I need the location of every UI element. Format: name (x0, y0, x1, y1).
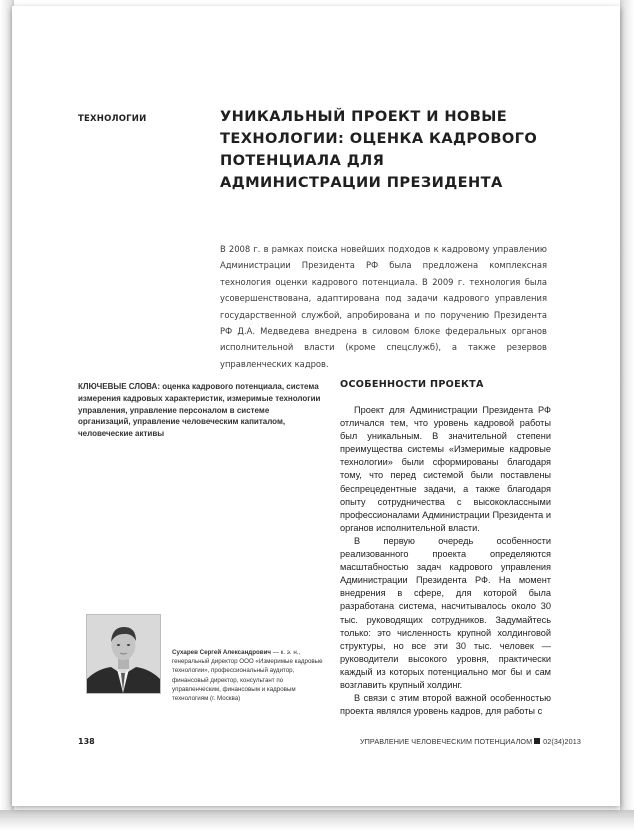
author-photo (86, 614, 161, 694)
square-bullet-icon (534, 738, 540, 744)
author-portrait-icon (87, 615, 160, 693)
section-label: ТЕХНОЛОГИИ (78, 114, 147, 124)
journal-issue: 02(34)2013 (543, 737, 581, 746)
page-number: 138 (78, 737, 95, 746)
journal-name: УПРАВЛЕНИЕ ЧЕЛОВЕЧЕСКИМ ПОТЕНЦИАЛОМ (360, 737, 533, 746)
page-shadow-right (620, 0, 634, 830)
body-paragraph-2: В первую очередь особенности реализованного проекта определяются масштабностью задач кадрового управления Администрации Президента РФ. На момент внедрения в сфере, для которой была разработана система, насчитывалось около 30 тыс. руководящих сотрудников. Задумайтесь только: это численность крупной холдинговой структуры, но все эти 30 тыс. человек — руководители высокого уровня, практически каждый из которых потенциально мог бы и сам возглавить крупный холдинг. (340, 535, 551, 690)
body-paragraph-3: В связи с этим второй важной особенностью проекта являлся уровень кадров, для работы с (340, 693, 551, 717)
author-name: Сухарев Сергей Александрович (172, 649, 271, 656)
journal-footer (360, 737, 581, 746)
page-shadow-bottom (0, 810, 634, 830)
author-bio (172, 648, 324, 703)
lead-paragraph: В 2008 г. в рамках поиска новейших подходов к кадровому управлению Администрации Президента РФ была предложена комплексная технология оценки кадрового потенциала. В 2009 г. технология была усовершенствована, адаптирована под задачи кадрового управления государственной службой, апробирована и по поручению Президента РФ Д.А. Медведева внедрена в силовом блоке федеральных органов исполнительной власти (кроме спецслужб), а также резервов управленческих кадров. (220, 244, 547, 369)
author-details: — к. э. н., генеральный директор ООО «Измеримые кадровые технологии», профессиональный аудитор, финансовый директор, консультант по управленческим, финансовым и кадровым технологиям (г. Москва) (172, 649, 323, 703)
article-title: УНИКАЛЬНЫЙ ПРОЕКТ И НОВЫЕ ТЕХНОЛОГИИ: ОЦЕНКА КАДРОВОГО ПОТЕНЦИАЛА ДЛЯ АДМИНИСТРАЦИИ ПРЕЗИДЕНТА (220, 108, 538, 191)
section-heading: ОСОБЕННОСТИ ПРОЕКТА (340, 379, 484, 390)
body-column (340, 404, 551, 718)
keywords: КЛЮЧЕВЫЕ СЛОВА: оценка кадрового потенциала, система измерения кадровых характеристик, измеримые технологии управления, управление персоналом в системе организаций, управление человеческим капиталом, человеческие активы (78, 382, 321, 439)
body-paragraph-1: Проект для Администрации Президента РФ отличался тем, что уровень кадровой работы был уникальным. В значительной степени преимущества системы «Измеримые кадровые технологии» были сформированы благодаря тому, что перед системой были поставлены беспрецедентные задачи, а также благодаря опыту сотрудничества с высококлассными профессионалами Администрации Президента и органов исполнительной власти. (340, 405, 551, 533)
